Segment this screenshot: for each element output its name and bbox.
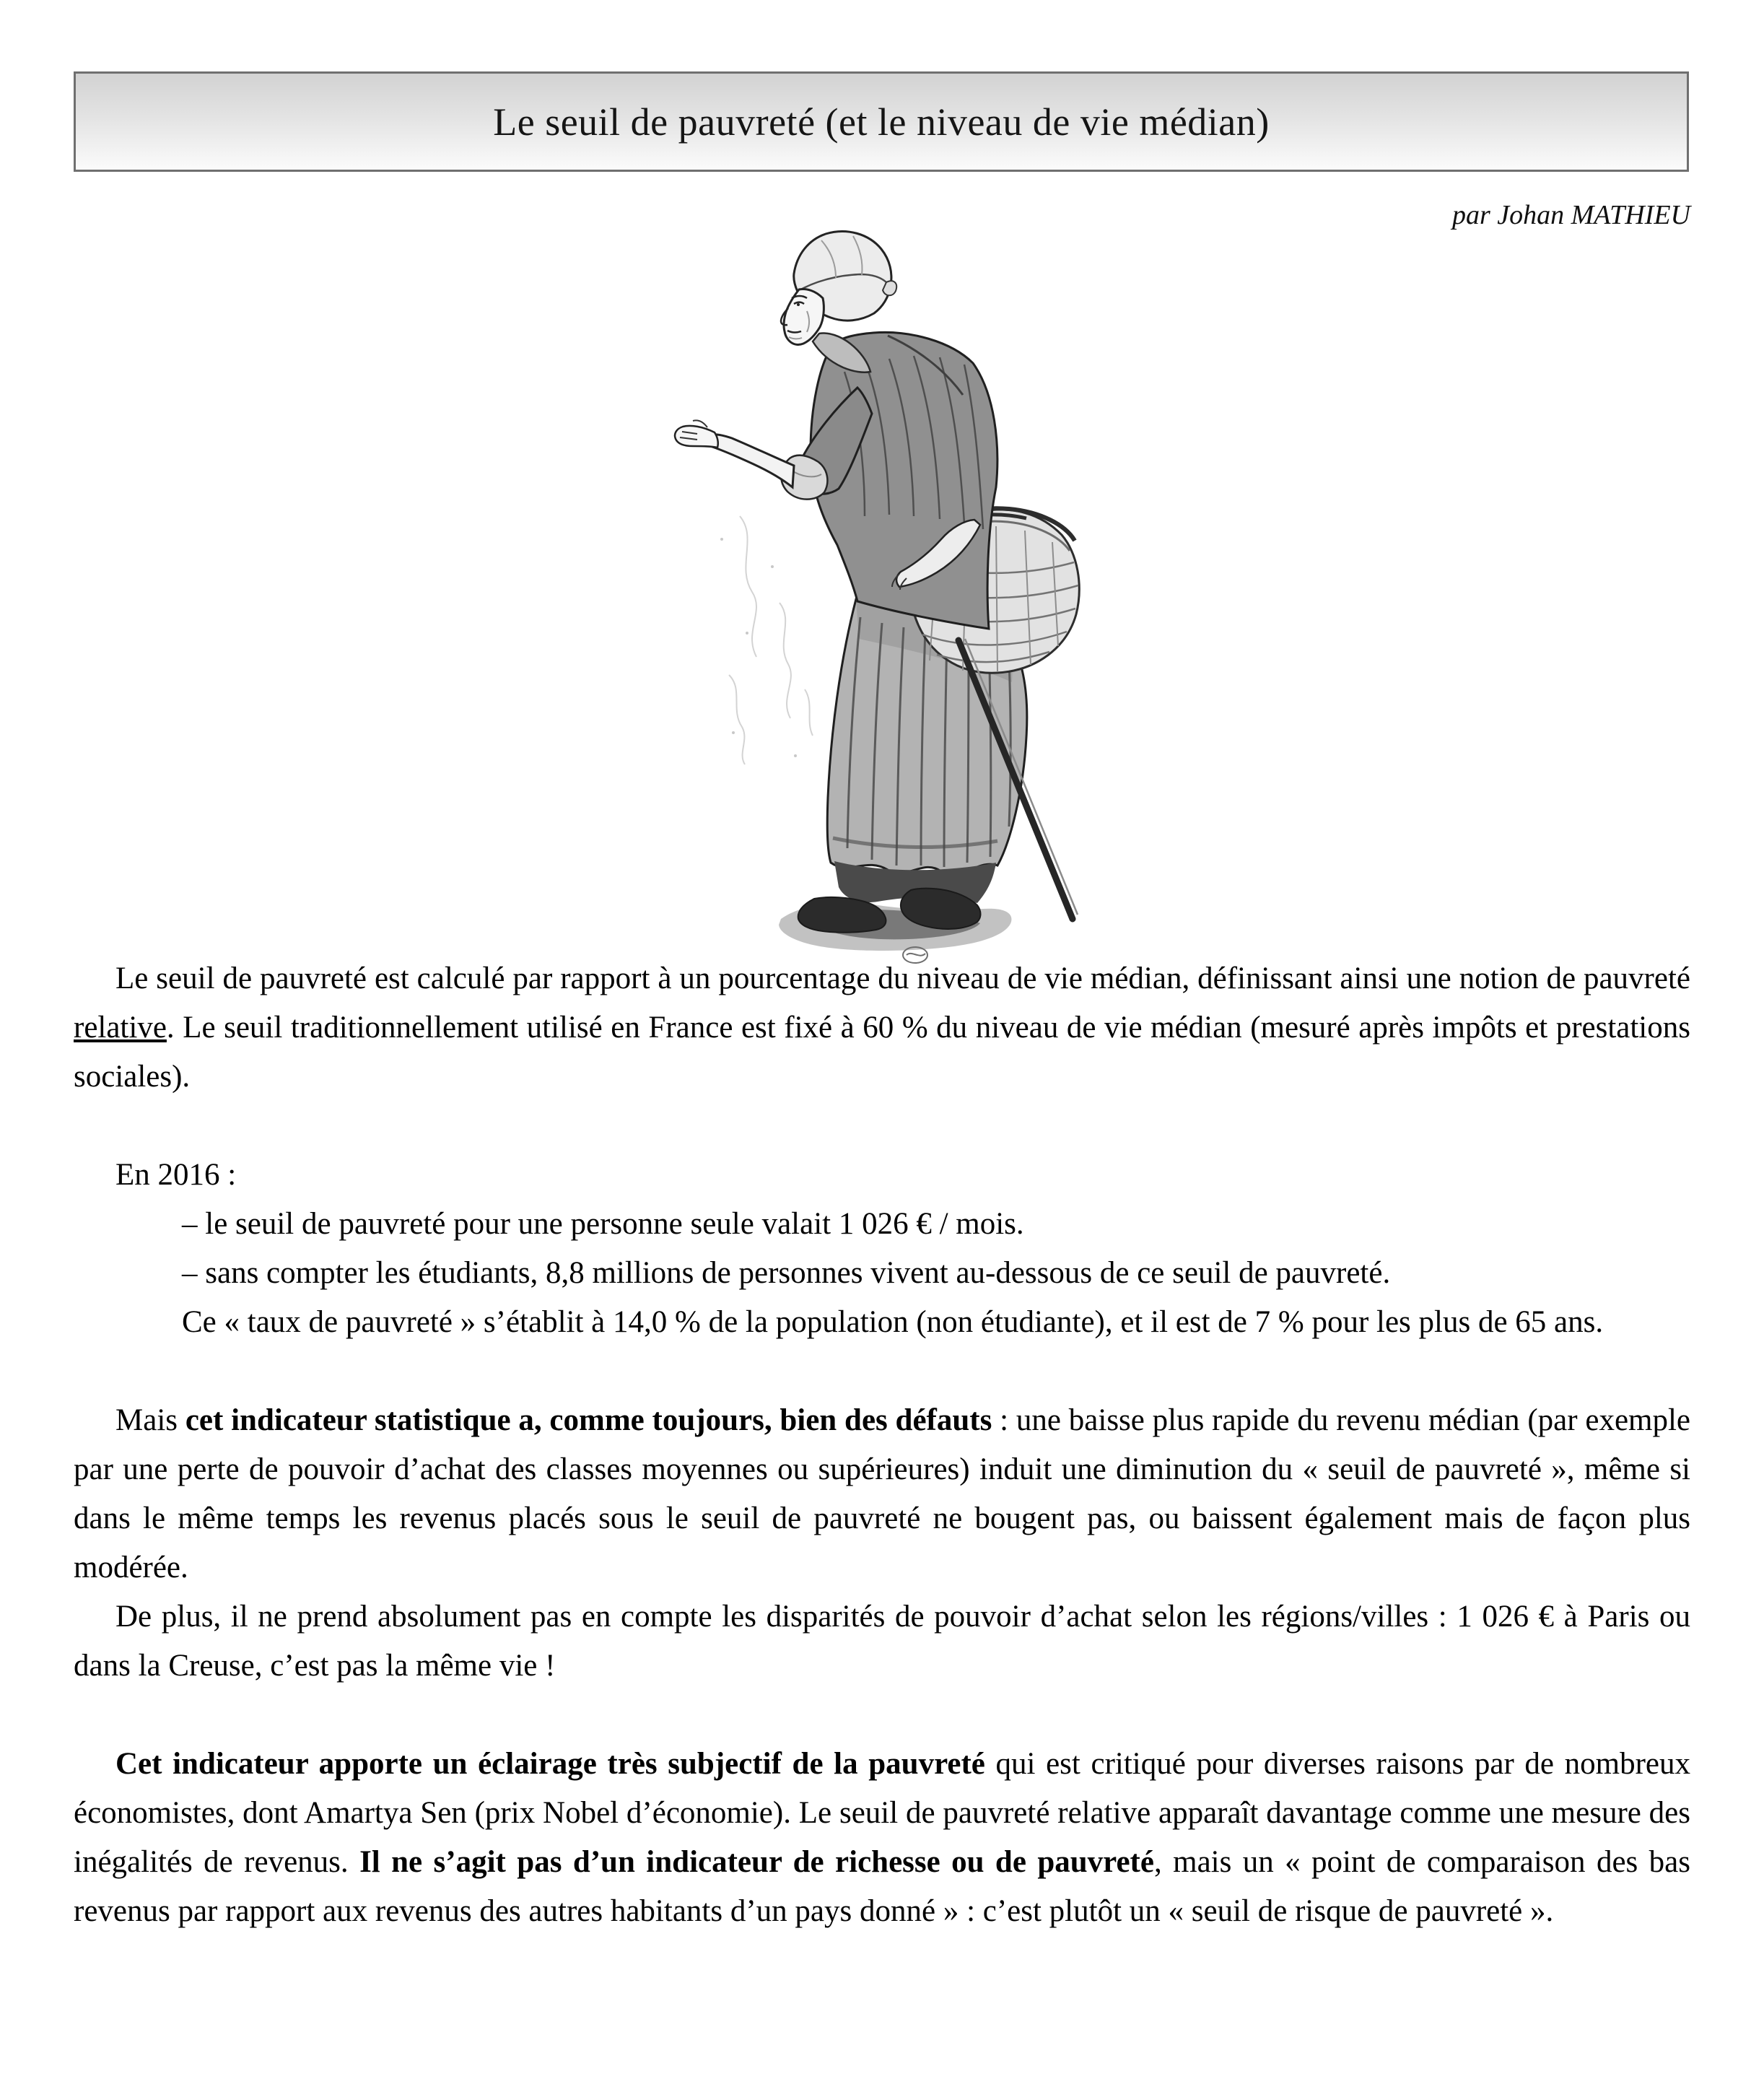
paragraph-disparites: De plus, il ne prend absolument pas en compte les disparités de pouvoir d’achat selon les régions/villes : 1 026 € à Paris ou dans la Creuse, c’est pas la même vie !: [74, 1600, 1690, 1683]
text-segment: : une baisse plus rapide du revenu médian (par exemple par une perte de pouvoir d’achat des classes moyennes ou supérieures) induit une diminution du « seuil de pauvreté », même si dans le même temps les revenus placés sous le seuil de pauvreté ne bougent pas, ou baissent également mais de façon plus modérée.: [74, 1403, 1691, 1584]
text-segment: , mais un « point de comparaison des bas revenus par rapport aux revenus des autres habitants d’un pays donné » : c’est plutôt un « seuil de risque de pauvreté ».: [74, 1845, 1690, 1928]
title-banner: [74, 71, 1689, 172]
list-item: – sans compter les étudiants, 8,8 millions de personnes vivent au-dessous de ce seuil de pauvreté.: [182, 1256, 1391, 1290]
article-body: [74, 954, 1690, 1936]
text-segment: Mais: [115, 1403, 185, 1437]
underlined-relative: relative: [74, 1011, 167, 1045]
list-item: – le seuil de pauvreté pour une personne seule valait 1 026 € / mois.: [182, 1207, 1024, 1241]
paragraph-en-2016-heading: En 2016 :: [115, 1158, 237, 1192]
paragraph-eclairage-subjectif: [74, 1740, 1690, 1936]
beggar-woman-engraving: [671, 227, 1090, 967]
list-item: Ce « taux de pauvreté » s’établit à 14,0 % de la population (non étudiante), et il est de 7 % pour les plus de 65 ans.: [182, 1305, 1604, 1339]
bold-indicateur-richesse: Il ne s’agit pas d’un indicateur de richesse ou de pauvreté: [359, 1845, 1154, 1879]
beggar-woman-illustration: [671, 227, 1090, 967]
en-2016-list: [182, 1200, 1690, 1347]
extended-arm: [675, 388, 872, 500]
background-scribbles: [720, 516, 813, 764]
page-title: Le seuil de pauvreté (et le niveau de vie médian): [493, 100, 1270, 144]
byline: par Johan MATHIEU: [1452, 200, 1690, 230]
paragraph-seuil-definition: [74, 954, 1690, 1102]
text-segment: Le seuil de pauvreté est calculé par rapport à un pourcentage du niveau de vie médian, définissant ainsi une notion de pauvreté: [115, 962, 1690, 995]
text-segment: qui est critiqué pour diverses raisons par de nombreux économistes, dont Amartya Sen (prix Nobel d’économie). Le seuil de pauvreté relative apparaît davantage comme une mesure des inégalités de revenus.: [74, 1747, 1690, 1879]
paragraph-defauts: [74, 1396, 1690, 1592]
open-hand: [675, 426, 718, 448]
bold-defauts: cet indicateur statistique a, comme toujours, bien des défauts: [185, 1403, 992, 1437]
bold-eclairage: Cet indicateur apporte un éclairage très subjectif de la pauvreté: [115, 1747, 985, 1781]
text-segment: . Le seuil traditionnellement utilisé en France est fixé à 60 % du niveau de vie médian (mesuré après impôts et prestations sociales).: [74, 1011, 1690, 1094]
